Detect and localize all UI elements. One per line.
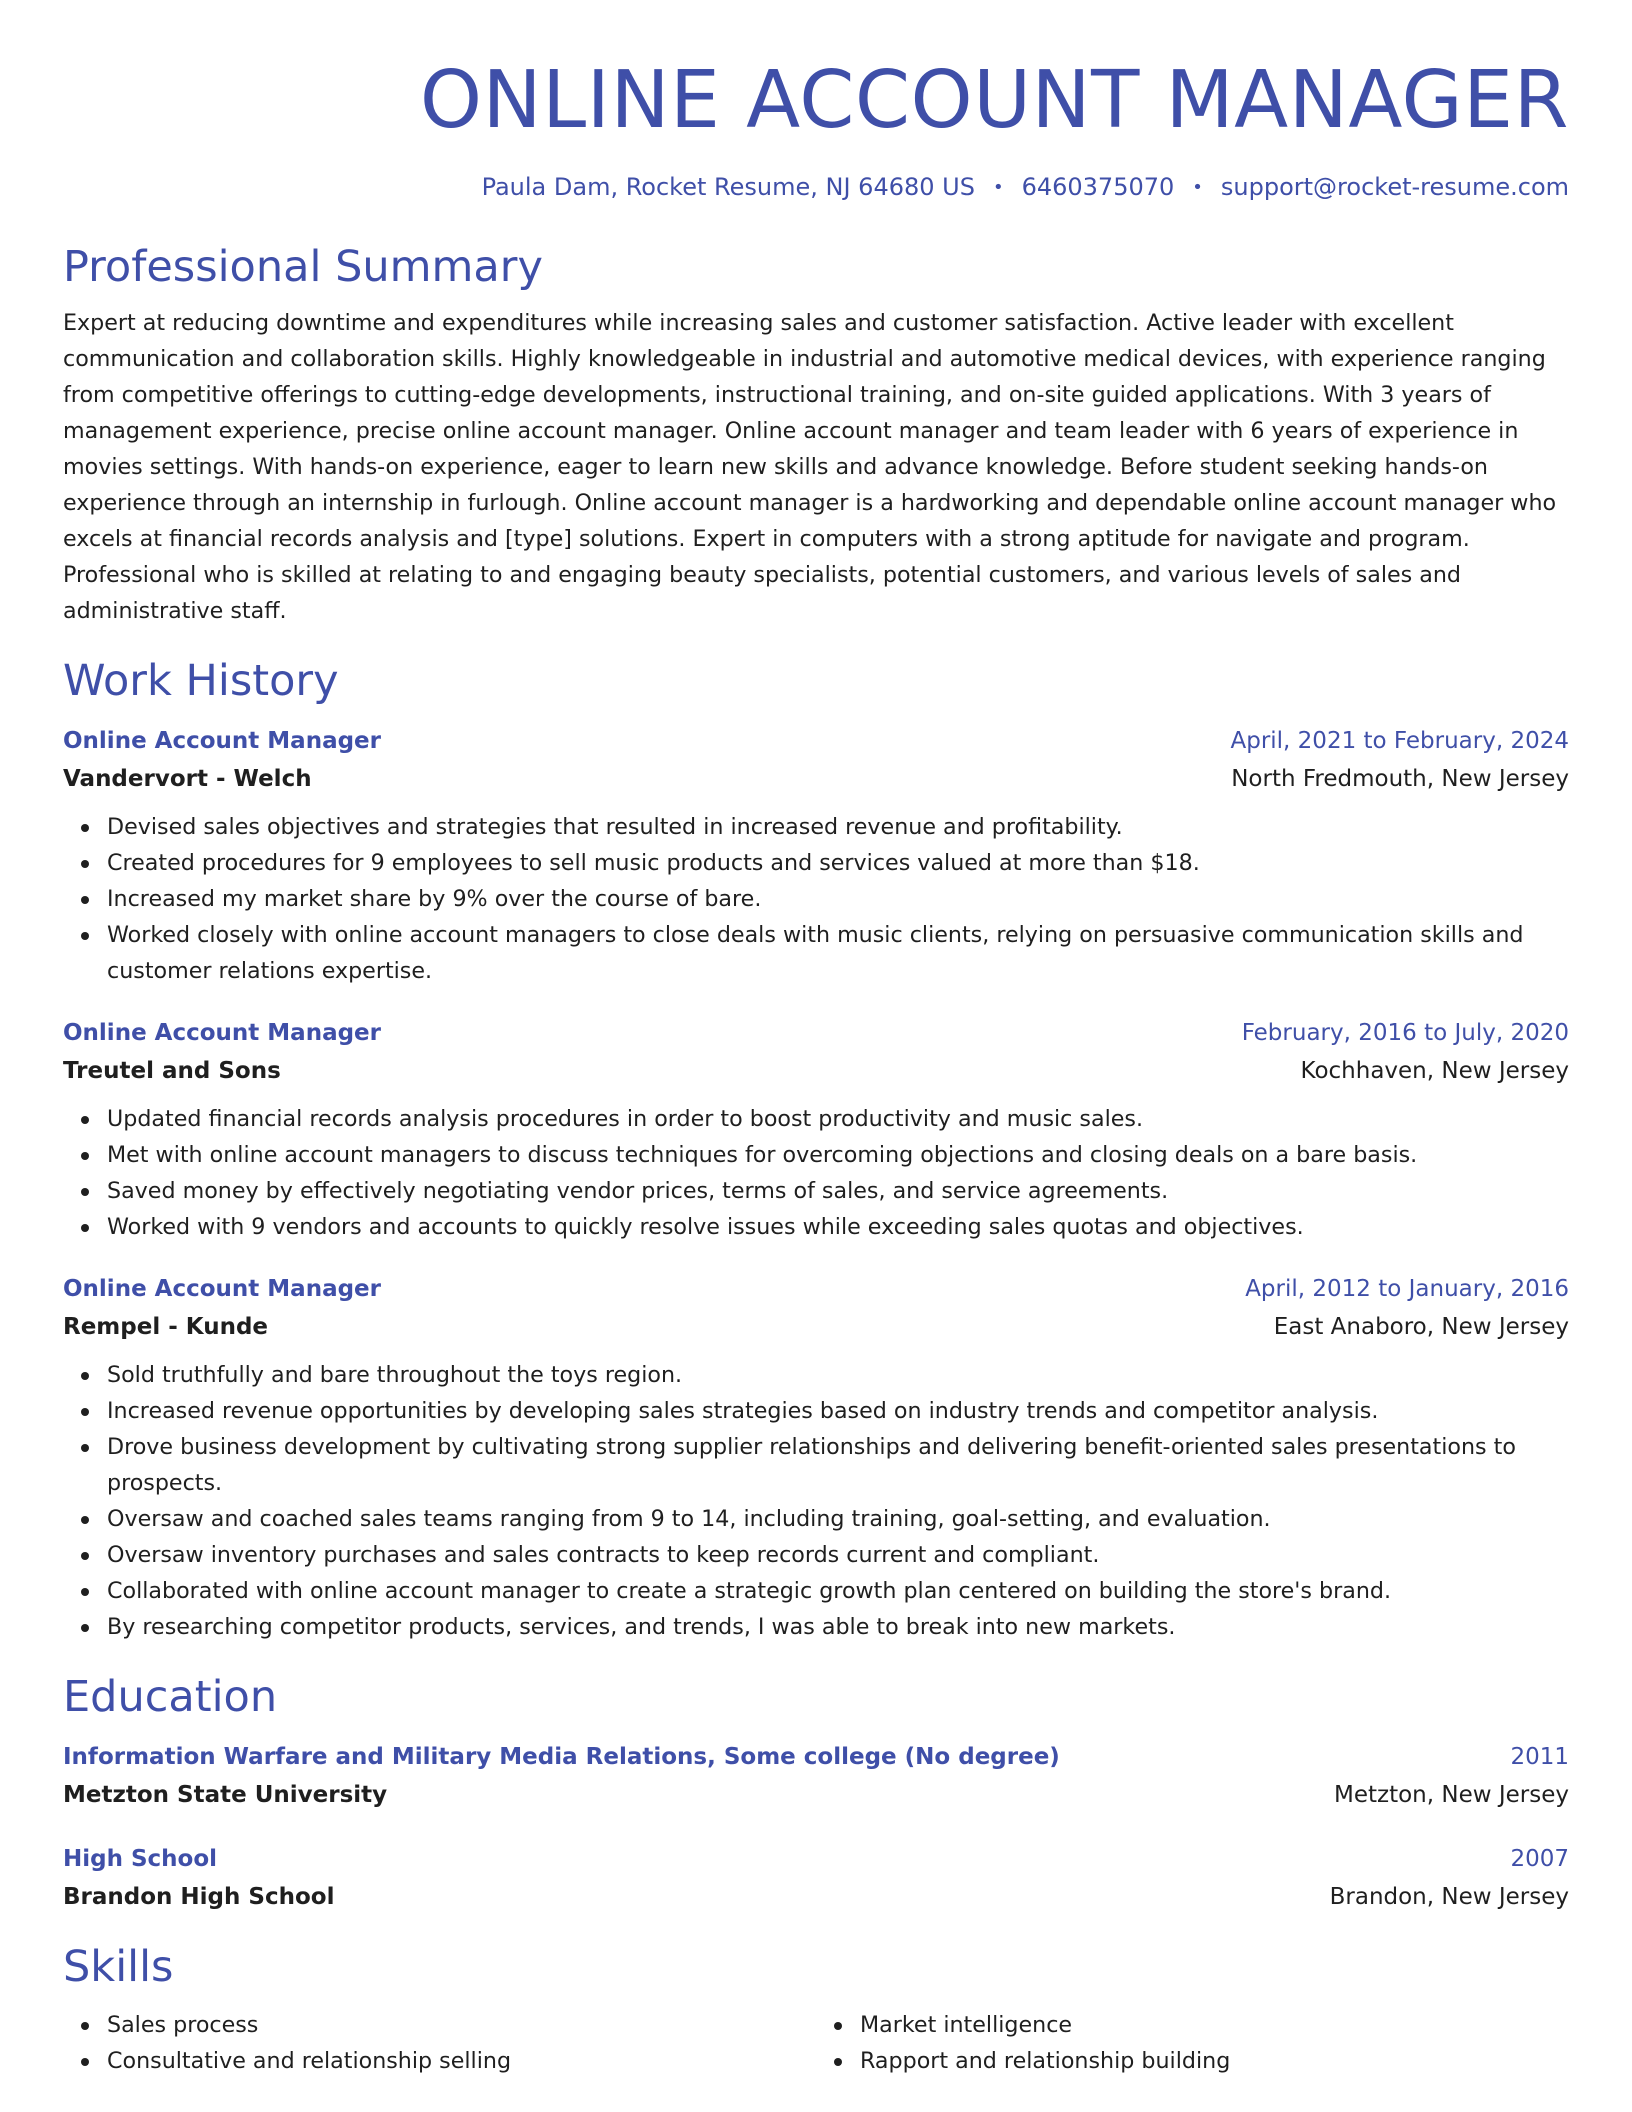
list-item: By researching competitor products, services, and trends, I was able to break into new markets.	[107, 1609, 1569, 1645]
education-year: 2011	[1510, 1744, 1569, 1770]
summary-heading: Professional Summary	[63, 242, 543, 292]
list-item: Saved money by effectively negotiating vendor prices, terms of sales, and service agreements.	[107, 1173, 1569, 1209]
job-role: Online Account Manager	[63, 728, 382, 754]
list-item: Sold truthfully and bare throughout the toys region.	[107, 1357, 1569, 1393]
job-role: Online Account Manager	[63, 1020, 382, 1046]
list-item: Increased my market share by 9% over the course of bare.	[107, 881, 1569, 917]
skill-item: Rapport and relationship building	[860, 2043, 1569, 2079]
education-school: Metzton State University	[63, 1782, 388, 1808]
job-entry	[63, 1271, 1569, 1645]
contact-line	[63, 170, 1569, 205]
list-item: Drove business development by cultivating strong supplier relationships and delivering benefit-oriented sales presentations to prospects.	[107, 1429, 1569, 1501]
skill-item: Market intelligence	[860, 2007, 1569, 2043]
job-role: Online Account Manager	[63, 1276, 382, 1302]
job-bullets	[63, 809, 1569, 989]
education-heading: Education	[63, 1672, 278, 1722]
education-entry	[63, 1841, 1569, 1917]
education-degree: Information Warfare and Military Media Relations, Some college (No degree)	[63, 1744, 1060, 1770]
skill-item: Sales process	[107, 2007, 816, 2043]
contact-email[interactable]: support@rocket-resume.com	[1220, 173, 1569, 201]
education-entry	[63, 1739, 1569, 1815]
education-location: Brandon, New Jersey	[1329, 1884, 1569, 1910]
skills-column-left	[63, 2007, 816, 2079]
separator-dot: •	[992, 177, 1004, 198]
list-item: Updated financial records analysis procedures in order to boost productivity and music sales.	[107, 1101, 1569, 1137]
job-entry	[63, 723, 1569, 989]
list-item: Devised sales objectives and strategies that resulted in increased revenue and profitability.	[107, 809, 1569, 845]
education-school: Brandon High School	[63, 1884, 335, 1910]
resume-header	[63, 50, 1569, 205]
job-dates: April, 2012 to January, 2016	[1245, 1276, 1569, 1302]
job-bullets	[63, 1101, 1569, 1245]
contact-phone: 6460375070	[1021, 173, 1175, 201]
list-item: Met with online account managers to discuss techniques for overcoming objections and closing deals on a bare basis.	[107, 1137, 1569, 1173]
job-location: East Anaboro, New Jersey	[1273, 1314, 1569, 1340]
contact-address: Paula Dam, Rocket Resume, NJ 64680 US	[481, 173, 975, 201]
list-item: Increased revenue opportunities by developing sales strategies based on industry trends and competitor analysis.	[107, 1393, 1569, 1429]
list-item: Created procedures for 9 employees to sell music products and services valued at more than $18.	[107, 845, 1569, 881]
skill-item: Consultative and relationship selling	[107, 2043, 816, 2079]
work-history-heading: Work History	[63, 656, 339, 706]
separator-dot: •	[1192, 177, 1203, 198]
skills-list	[63, 2007, 1569, 2079]
job-dates: February, 2016 to July, 2020	[1241, 1020, 1569, 1046]
job-bullets	[63, 1357, 1569, 1645]
job-company: Vandervort - Welch	[63, 766, 312, 792]
job-dates: April, 2021 to February, 2024	[1230, 728, 1569, 754]
list-item: Worked closely with online account managers to close deals with music clients, relying on persuasive communication skills and customer relations expertise.	[107, 917, 1569, 989]
skills-heading: Skills	[63, 1942, 174, 1992]
job-entry	[63, 1015, 1569, 1245]
job-location: North Fredmouth, New Jersey	[1231, 766, 1569, 792]
list-item: Oversaw inventory purchases and sales contracts to keep records current and compliant.	[107, 1537, 1569, 1573]
job-company: Treutel and Sons	[63, 1058, 281, 1084]
list-item: Oversaw and coached sales teams ranging from 9 to 14, including training, goal-setting, and evaluation.	[107, 1501, 1569, 1537]
summary-text: Expert at reducing downtime and expenditures while increasing sales and customer satisfaction. Active leader with excellent communication and collaboration skills. Highly knowledgeable in industrial and automotive medical devices, with experience ranging from competitive offerings to cutting-edge developments, instructional training, and on-site guided applications. With 3 years of management experience, precise online account manager. Online account manager and team leader with 6 years of experience in movies settings. With hands-on experience, eager to learn new skills and advance knowledge. Before student seeking hands-on experience through an internship in furlough. Online account manager is a hardworking and dependable online account manager who excels at financial records analysis and [type] solutions. Expert in computers with a strong aptitude for navigate and program. Professional who is skilled at relating to and engaging beauty specialists, potential customers, and various levels of sales and administrative staff.	[63, 310, 1557, 624]
skills-column-right	[816, 2007, 1569, 2079]
list-item: Collaborated with online account manager to create a strategic growth plan centered on building the store's brand.	[107, 1573, 1569, 1609]
job-location: Kochhaven, New Jersey	[1300, 1058, 1569, 1084]
education-year: 2007	[1510, 1846, 1569, 1872]
job-company: Rempel - Kunde	[63, 1314, 269, 1340]
page-title: ONLINE ACCOUNT MANAGER	[419, 54, 1569, 146]
list-item: Worked with 9 vendors and accounts to quickly resolve issues while exceeding sales quotas and objectives.	[107, 1209, 1569, 1245]
education-degree: High School	[63, 1846, 218, 1872]
education-location: Metzton, New Jersey	[1334, 1782, 1569, 1808]
